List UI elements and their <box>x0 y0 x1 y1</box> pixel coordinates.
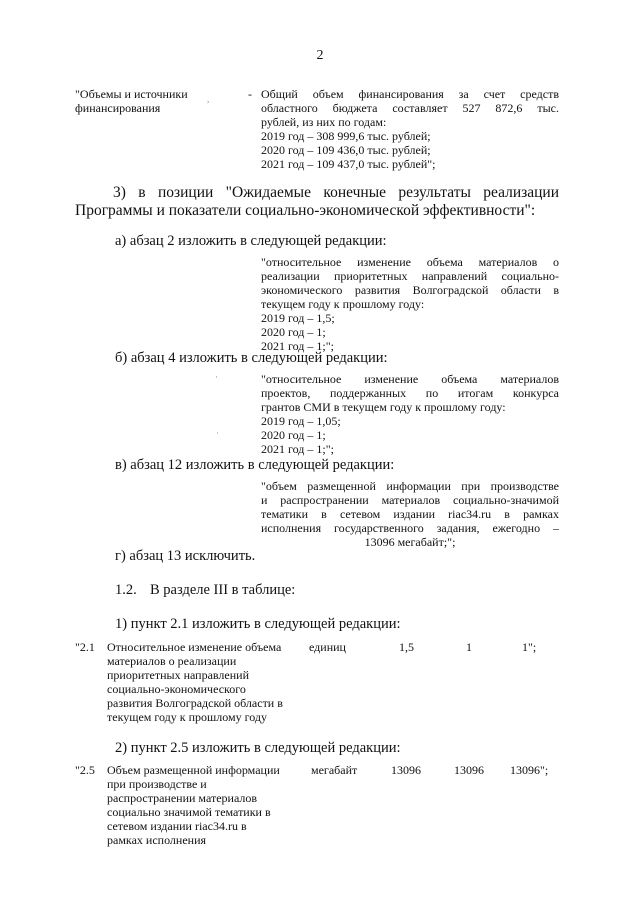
subitem-g-heading: г) абзац 13 исключить. <box>115 548 256 564</box>
table-row <box>0 763 640 847</box>
point-2-5-heading: 2) пункт 2.5 изложить в следующей редакции: <box>115 740 401 756</box>
subitem-a-heading: а) абзац 2 изложить в следующей редакции: <box>115 233 387 249</box>
subitem-v-quote-line-3: тематики в сетевом издании riac34.ru в рамках <box>261 507 559 521</box>
funding-label-line-1: "Объемы и источники <box>75 87 188 101</box>
row-name-line-1: Относительное изменение объема <box>107 640 282 654</box>
funding-label <box>75 87 235 115</box>
row-name-line-1: Объем размещенной информации <box>107 763 280 777</box>
subitem-b-quote-line-3: грантов СМИ в текущем году к прошлому году: <box>261 400 506 414</box>
funding-year-2020: 2020 год – 109 436,0 тыс. рублей; <box>261 143 431 157</box>
funding-text-line-3: рублей, из них по годам: <box>261 115 387 129</box>
subitem-b-quote-line-1: "относительное изменение объема материалов <box>261 372 559 386</box>
subitem-v-heading: в) абзац 12 изложить в следующей редакции: <box>115 457 395 473</box>
row-name-line-5: развития Волгоградской области в <box>107 696 283 710</box>
stray-mark: · <box>216 428 219 438</box>
section-1-2-number: 1.2. <box>115 582 137 598</box>
section-1-2-text: В разделе III в таблице: <box>150 582 296 598</box>
subitem-v-quote-line-1: "объем размещенной информации при производстве <box>261 479 559 493</box>
stray-mark: · <box>215 372 218 382</box>
subitem-b-quote <box>261 372 559 456</box>
item-3-line-2: Программы и показатели социально-экономической эффективности": <box>75 202 536 219</box>
item-3-paragraph <box>75 184 559 220</box>
subitem-a-year-2020: 2020 год – 1; <box>261 325 326 339</box>
funding-dash: - <box>248 87 252 101</box>
subitem-a-quote <box>261 255 559 353</box>
subitem-b-quote-line-2: проектов, поддержанных по итогам конкурса <box>261 386 559 400</box>
row-name-line-6: текущем году к прошлому году <box>107 710 268 724</box>
row-name-line-2: при производстве и <box>107 777 207 791</box>
row-value-2019: 13096 <box>391 763 421 777</box>
row-value-2021: 13096"; <box>510 763 549 777</box>
row-name-line-2: материалов о реализации <box>107 654 237 668</box>
table-row <box>0 640 640 724</box>
subitem-a-quote-line-4: текущем году к прошлому году: <box>261 297 425 311</box>
subitem-b-year-2019: 2019 год – 1,05; <box>261 414 341 428</box>
subitem-v-quote <box>261 479 559 549</box>
row-value-2021: 1"; <box>522 640 537 654</box>
row-value-2020: 13096 <box>454 763 484 777</box>
item-3-line-1: 3) в позиции "Ожидаемые конечные результаты реализации <box>113 184 559 201</box>
subitem-v-quote-line-5: 13096 мегабайт;"; <box>364 535 456 549</box>
funding-text-line-2: областного бюджета составляет 527 872,6 тыс. <box>261 101 559 115</box>
row-unit: мегабайт <box>311 763 358 777</box>
subitem-a-quote-line-3: экономического развития Волгоградской области в <box>261 283 559 297</box>
subitem-a-quote-line-1: "относительное изменение объема материалов о <box>261 255 559 269</box>
subitem-a-year-2019: 2019 год – 1,5; <box>261 311 335 325</box>
subitem-v-quote-line-2: и распространении материалов социально-значимой <box>261 493 559 507</box>
row-name-line-6: рамках исполнения <box>107 833 207 847</box>
row-unit: единиц <box>309 640 346 654</box>
funding-text-line-1: Общий объем финансирования за счет средств <box>261 87 559 101</box>
subitem-b-year-2021: 2021 год – 1;"; <box>261 442 334 456</box>
row-code: "2.5 <box>75 763 95 777</box>
subitem-b-heading: б) абзац 4 изложить в следующей редакции: <box>115 350 388 366</box>
funding-label-line-2: финансирования <box>75 101 161 115</box>
row-name-line-5: сетевом издании riac34.ru в <box>107 819 247 833</box>
stray-mark: , <box>207 94 210 104</box>
subitem-v-quote-line-4: исполнения государственного задания, ежегодно – <box>261 521 559 535</box>
subitem-a-year-2021: 2021 год – 1;"; <box>261 339 334 353</box>
point-2-1-heading: 1) пункт 2.1 изложить в следующей редакции: <box>115 616 401 632</box>
row-code: "2.1 <box>75 640 95 654</box>
row-name-line-3: распространении материалов <box>107 791 258 805</box>
funding-year-2021: 2021 год – 109 437,0 тыс. рублей"; <box>261 157 436 171</box>
funding-year-2019: 2019 год – 308 999,6 тыс. рублей; <box>261 129 431 143</box>
subitem-b-year-2020: 2020 год – 1; <box>261 428 326 442</box>
subitem-a-quote-line-2: реализации приоритетных направлений социально- <box>261 269 559 283</box>
row-name <box>107 763 307 847</box>
row-name-line-4: социально значимой тематики в <box>107 805 271 819</box>
row-name-line-4: социально-экономического <box>107 682 246 696</box>
row-value-2020: 1 <box>466 640 472 654</box>
funding-text <box>261 87 559 171</box>
row-name <box>107 640 307 724</box>
row-value-2019: 1,5 <box>399 640 414 654</box>
page-number: 2 <box>316 48 324 63</box>
row-name-line-3: приоритетных направлений <box>107 668 249 682</box>
